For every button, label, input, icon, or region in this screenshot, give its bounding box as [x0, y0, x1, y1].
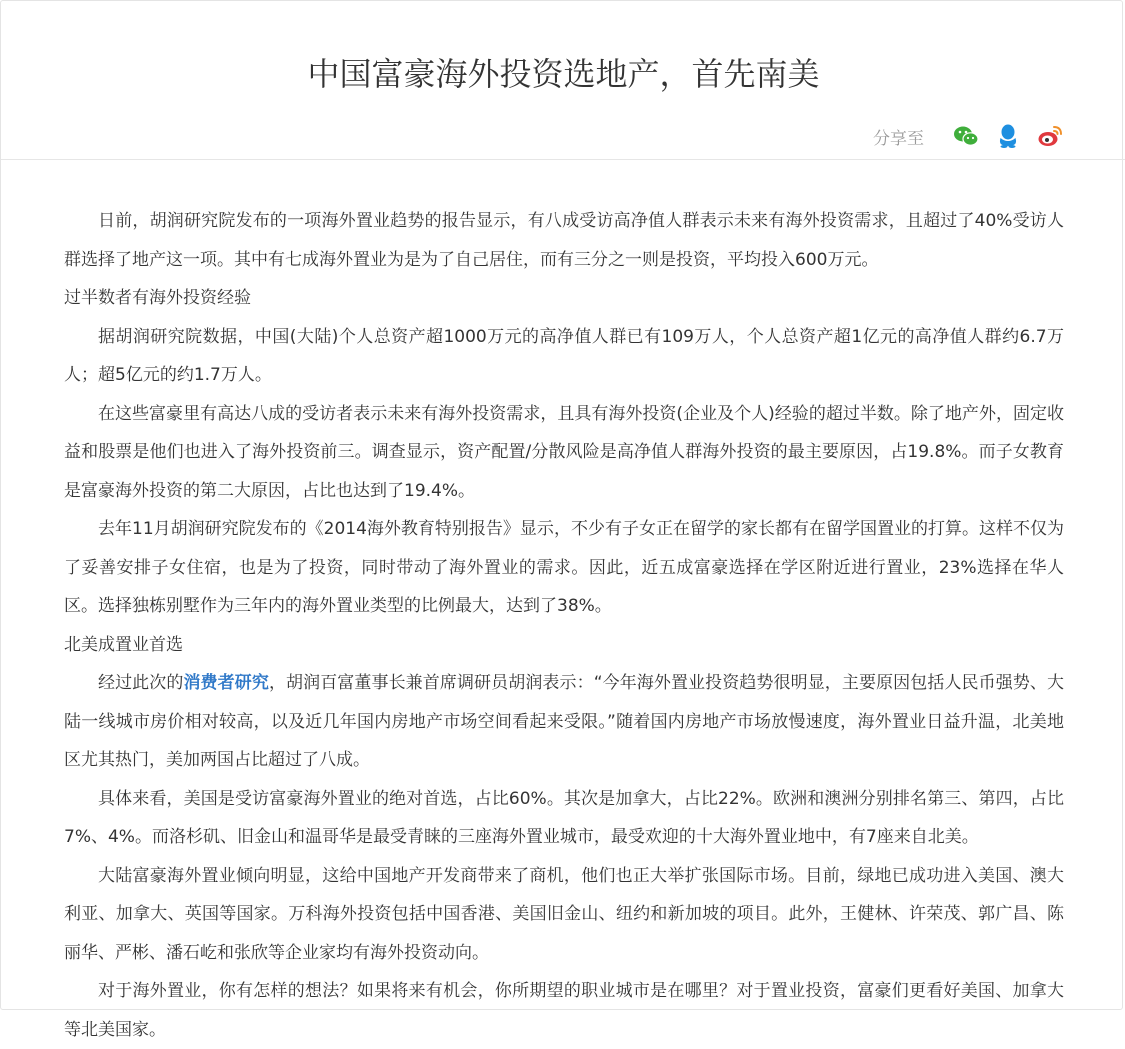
- paragraph: 据胡润研究院数据，中国(大陆)个人总资产超1000万元的高净值人群已有109万人，个人总资产超1亿元的高净值人群约6.7万人；超5亿元的约1.7万人。: [64, 326, 1064, 385]
- paragraph: 大陆富豪海外置业倾向明显，这给中国地产开发商带来了商机，他们也正大举扩张国际市场。目前，绿地已成功进入美国、澳大利亚、加拿大、英国等国家。万科海外投资包括中国香港、美国旧金山、纽约和新加坡的项目。此外，王健林、许荣茂、郭广昌、陈丽华、严彬、潘石屹和张欣等企业家均有海外投资动向。: [64, 865, 1064, 963]
- consumer-research-link[interactable]: 消费者研究: [183, 673, 269, 693]
- wechat-icon[interactable]: [952, 122, 980, 150]
- article-header: [1, 1, 1125, 160]
- qq-icon[interactable]: [994, 122, 1022, 150]
- paragraph: 去年11月胡润研究院发布的《2014海外教育特别报告》显示，不少有子女正在留学的家长都有在留学国置业的打算。这样不仅为了妥善安排子女住宿，也是为了投资，同时带动了海外置业的需求。因此，近五成富豪选择在学区附近进行置业，23%选择在华人区。选择独栋别墅作为三年内的海外置业类型的比例最大，达到了38%。: [64, 519, 1064, 616]
- paragraph: [64, 664, 1064, 780]
- section-heading: 过半数者有海外投资经验: [64, 288, 251, 308]
- paragraph: 具体来看，美国是受访富豪海外置业的绝对首选，占比60%。其次是加拿大，占比22%。欧洲和澳洲分别排名第三、第四，占比7%、4%。而洛杉矶、旧金山和温哥华是最受青睐的三座海外置业城市，最受欢迎的十大海外置业地中，有7座来自北美。: [64, 788, 1064, 847]
- paragraph: 日前，胡润研究院发布的一项海外置业趋势的报告显示，有八成受访高净值人群表示未来有海外投资需求，且超过了40%受访人群选择了地产这一项。其中有七成海外置业为是为了自己居住，而有三分之一则是投资，平均投入600万元。: [64, 211, 1064, 270]
- weibo-icon[interactable]: [1036, 122, 1064, 150]
- paragraph: 在这些富豪里有高达八成的受访者表示未来有海外投资需求，且具有海外投资(企业及个人)经验的超过半数。除了地产外，固定收益和股票是他们也进入了海外投资前三。调查显示，资产配置/分散风险是高净值人群海外投资的最主要原因，占19.8%。而子女教育是富豪海外投资的第二大原因，占比也达到了19.4%。: [64, 403, 1064, 501]
- paragraph-text: ，胡润百富董事长兼首席调研员胡润表示：“今年海外置业投资趋势很明显，主要原因包括人民币强势、大陆一线城市房价相对较高，以及近几年国内房地产市场空间看起来受限。”随着国内房地产市场放慢速度，海外置业日益升温，北美地区尤其热门，美加两国占比超过了八成。: [64, 673, 1065, 770]
- share-bar: [873, 121, 1064, 151]
- share-label: 分享至: [873, 128, 924, 149]
- section-heading: 北美成置业首选: [64, 634, 183, 655]
- paragraph-text: 经过此次的: [98, 673, 184, 693]
- article-title: 中国富豪海外投资选地产，首先南美: [307, 55, 820, 93]
- article-body: [64, 202, 1064, 1049]
- paragraph: 对于海外置业，你有怎样的想法？如果将来有机会，你所期望的职业城市是在哪里？对于置业投资，富豪们更看好美国、加拿大等北美国家。: [64, 981, 1064, 1040]
